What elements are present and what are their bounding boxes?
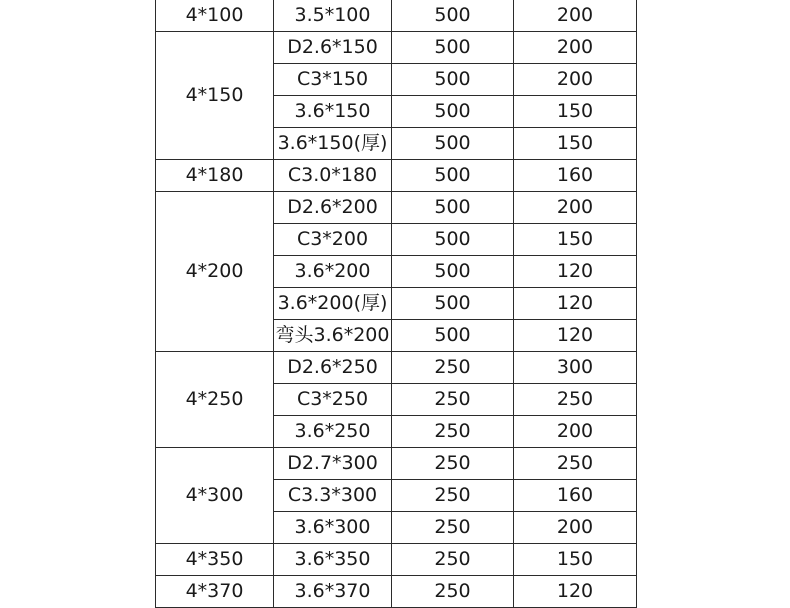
model-cell: D2.6*200 bbox=[274, 192, 392, 224]
value-cell-b: 120 bbox=[514, 576, 637, 608]
value-cell-a: 500 bbox=[392, 128, 514, 160]
value-cell-a: 250 bbox=[392, 416, 514, 448]
size-cell: 4*350 bbox=[156, 544, 274, 576]
table-row bbox=[156, 544, 637, 576]
value-cell-a: 250 bbox=[392, 448, 514, 480]
value-cell-a: 500 bbox=[392, 32, 514, 64]
value-cell-a: 500 bbox=[392, 0, 514, 32]
value-cell-b: 160 bbox=[514, 160, 637, 192]
model-cell: 3.6*150 bbox=[274, 96, 392, 128]
table-row bbox=[156, 352, 637, 384]
model-cell: C3*250 bbox=[274, 384, 392, 416]
value-cell-b: 160 bbox=[514, 480, 637, 512]
model-cell: D2.6*150 bbox=[274, 32, 392, 64]
model-cell: D2.6*250 bbox=[274, 352, 392, 384]
size-cell: 4*100 bbox=[156, 0, 274, 32]
table-row bbox=[156, 0, 637, 32]
size-cell: 4*250 bbox=[156, 352, 274, 448]
spec-table-body bbox=[156, 0, 637, 608]
model-cell: 3.6*200(厚) bbox=[274, 288, 392, 320]
model-cell: 3.6*150(厚) bbox=[274, 128, 392, 160]
value-cell-a: 250 bbox=[392, 512, 514, 544]
value-cell-b: 150 bbox=[514, 96, 637, 128]
spec-table bbox=[155, 0, 637, 608]
model-cell: 3.6*300 bbox=[274, 512, 392, 544]
value-cell-b: 200 bbox=[514, 416, 637, 448]
value-cell-a: 250 bbox=[392, 544, 514, 576]
model-cell: 3.6*250 bbox=[274, 416, 392, 448]
value-cell-a: 500 bbox=[392, 256, 514, 288]
model-cell: C3*150 bbox=[274, 64, 392, 96]
size-cell: 4*370 bbox=[156, 576, 274, 608]
model-cell: 3.6*200 bbox=[274, 256, 392, 288]
value-cell-a: 500 bbox=[392, 320, 514, 352]
value-cell-b: 150 bbox=[514, 128, 637, 160]
value-cell-a: 500 bbox=[392, 224, 514, 256]
value-cell-b: 150 bbox=[514, 544, 637, 576]
value-cell-b: 120 bbox=[514, 288, 637, 320]
value-cell-b: 250 bbox=[514, 448, 637, 480]
model-cell: 3.6*370 bbox=[274, 576, 392, 608]
table-row bbox=[156, 448, 637, 480]
value-cell-b: 200 bbox=[514, 192, 637, 224]
value-cell-b: 200 bbox=[514, 0, 637, 32]
model-cell: D2.7*300 bbox=[274, 448, 392, 480]
value-cell-a: 250 bbox=[392, 576, 514, 608]
model-cell: C3*200 bbox=[274, 224, 392, 256]
value-cell-b: 250 bbox=[514, 384, 637, 416]
value-cell-b: 200 bbox=[514, 32, 637, 64]
value-cell-a: 500 bbox=[392, 96, 514, 128]
size-cell: 4*300 bbox=[156, 448, 274, 544]
value-cell-b: 120 bbox=[514, 320, 637, 352]
table-row bbox=[156, 576, 637, 608]
value-cell-b: 300 bbox=[514, 352, 637, 384]
value-cell-a: 500 bbox=[392, 64, 514, 96]
table-row bbox=[156, 192, 637, 224]
table-row bbox=[156, 160, 637, 192]
value-cell-a: 250 bbox=[392, 480, 514, 512]
value-cell-a: 250 bbox=[392, 352, 514, 384]
value-cell-b: 200 bbox=[514, 512, 637, 544]
model-cell: 3.6*350 bbox=[274, 544, 392, 576]
value-cell-b: 150 bbox=[514, 224, 637, 256]
model-cell: C3.3*300 bbox=[274, 480, 392, 512]
value-cell-b: 120 bbox=[514, 256, 637, 288]
value-cell-a: 250 bbox=[392, 384, 514, 416]
size-cell: 4*180 bbox=[156, 160, 274, 192]
value-cell-b: 200 bbox=[514, 64, 637, 96]
model-cell: 3.5*100 bbox=[274, 0, 392, 32]
value-cell-a: 500 bbox=[392, 288, 514, 320]
table-row bbox=[156, 32, 637, 64]
size-cell: 4*150 bbox=[156, 32, 274, 160]
value-cell-a: 500 bbox=[392, 160, 514, 192]
size-cell: 4*200 bbox=[156, 192, 274, 352]
value-cell-a: 500 bbox=[392, 192, 514, 224]
model-cell: 弯头3.6*200 bbox=[274, 320, 392, 352]
model-cell: C3.0*180 bbox=[274, 160, 392, 192]
